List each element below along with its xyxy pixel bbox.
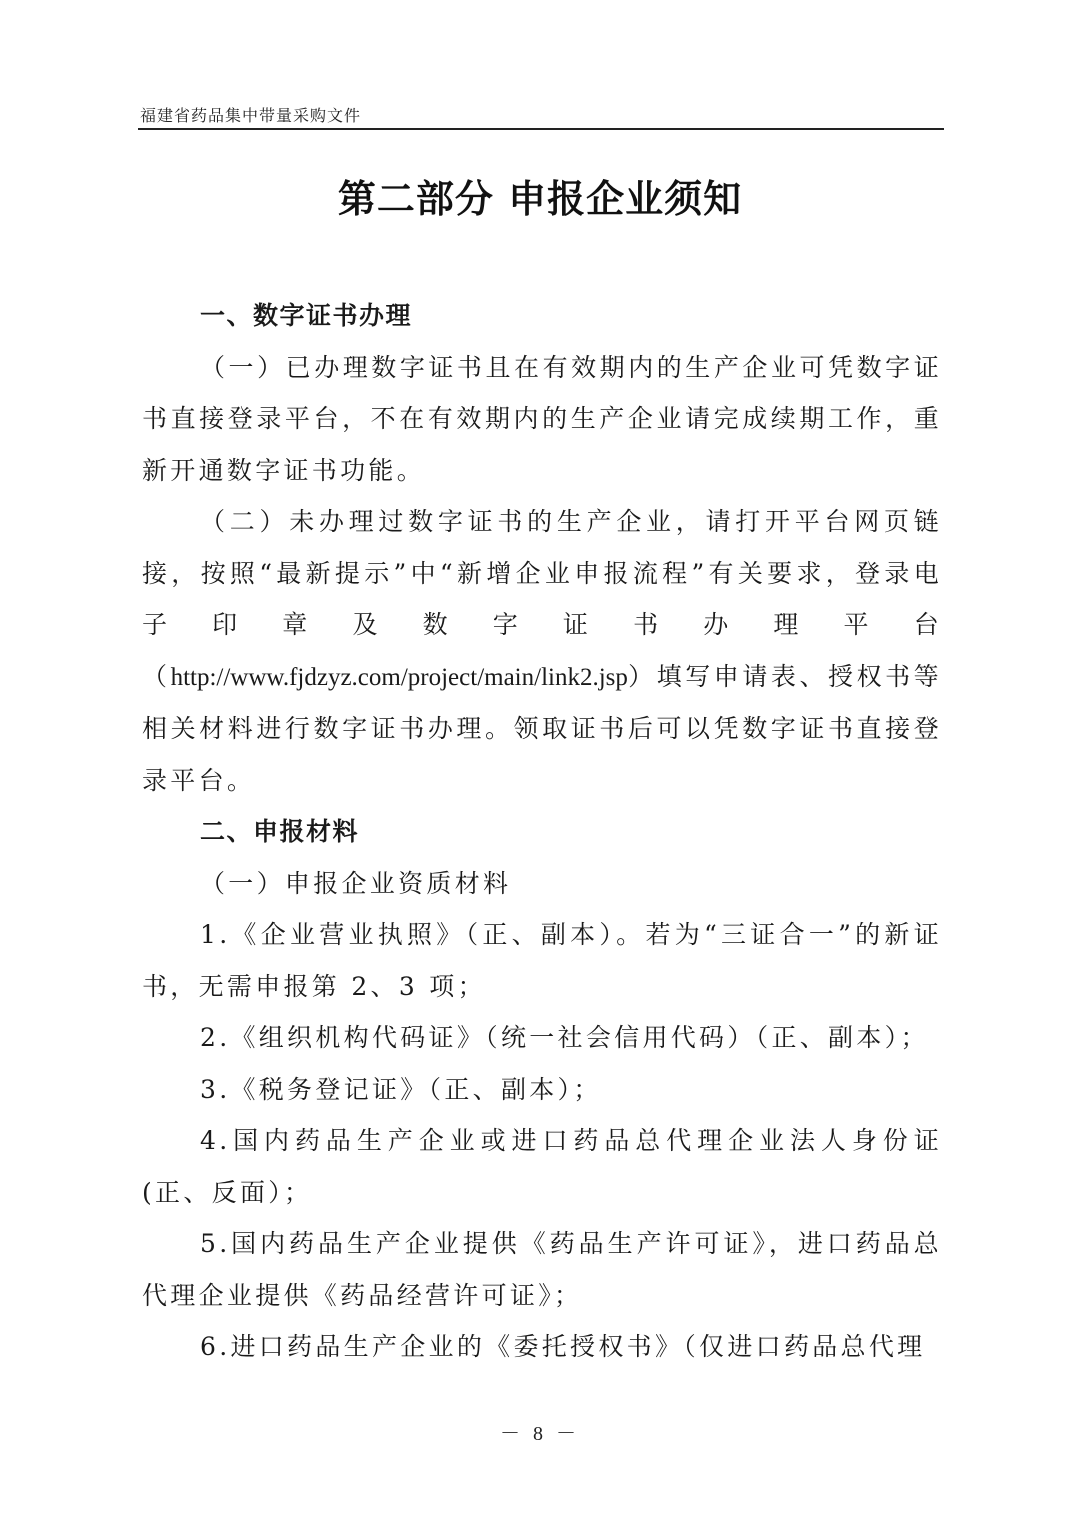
header-divider xyxy=(138,128,944,130)
paragraph-certificate-valid: （一）已办理数字证书且在有效期内的生产企业可凭数字证书直接登录平台，不在有效期内的生产企业请完成续期工作，重新开通数字证书功能。 xyxy=(142,352,942,485)
document-body xyxy=(142,290,942,1373)
section-heading-certificate: 一、数字证书办理 xyxy=(200,301,413,330)
list-item: 2.《组织机构代码证》（统一社会信用代码）（正、副本）； xyxy=(200,1023,929,1052)
paragraph-text: ）填写申请表、授权书等相关材料进行数字证书办理。领取证书后可以凭数字证书直接登录平台。 xyxy=(142,661,942,795)
platform-url-link[interactable]: http://www.fjdzyz.com/project/main/link2.jsp xyxy=(170,663,628,691)
list-item: 5.国内药品生产企业提供《药品生产许可证》，进口药品总代理企业提供《药品经营许可证》； xyxy=(142,1229,942,1310)
subsection-heading-qualifications: （一）申报企业资质材料 xyxy=(200,868,512,898)
page-number: － 8 － xyxy=(500,1423,580,1445)
page-title: 第二部分 申报企业须知 xyxy=(337,177,743,221)
paragraph-certificate-new xyxy=(142,496,942,806)
paragraph-text: （二）未办理过数字证书的生产企业，请打开平台网页链接，按照“最新提示”中“新增企业申报流程”有关要求，登录电子印章及数字证书办理平台（ xyxy=(142,507,942,691)
list-item: 3.《税务登记证》（正、副本）； xyxy=(200,1074,602,1104)
list-item: 6.进口药品生产企业的《委托授权书》（仅进口药品总代理 xyxy=(200,1332,926,1361)
list-item: 1.《企业营业执照》（正、副本）。若为“三证合一”的新证书，无需申报第 2、3 项； xyxy=(142,920,942,1001)
list-item: 4.国内药品生产企业或进口药品总代理企业法人身份证(正、反面）； xyxy=(142,1126,942,1207)
document-header: 福建省药品集中带量采购文件 xyxy=(140,106,362,125)
section-heading-materials: 二、申报材料 xyxy=(200,817,360,846)
